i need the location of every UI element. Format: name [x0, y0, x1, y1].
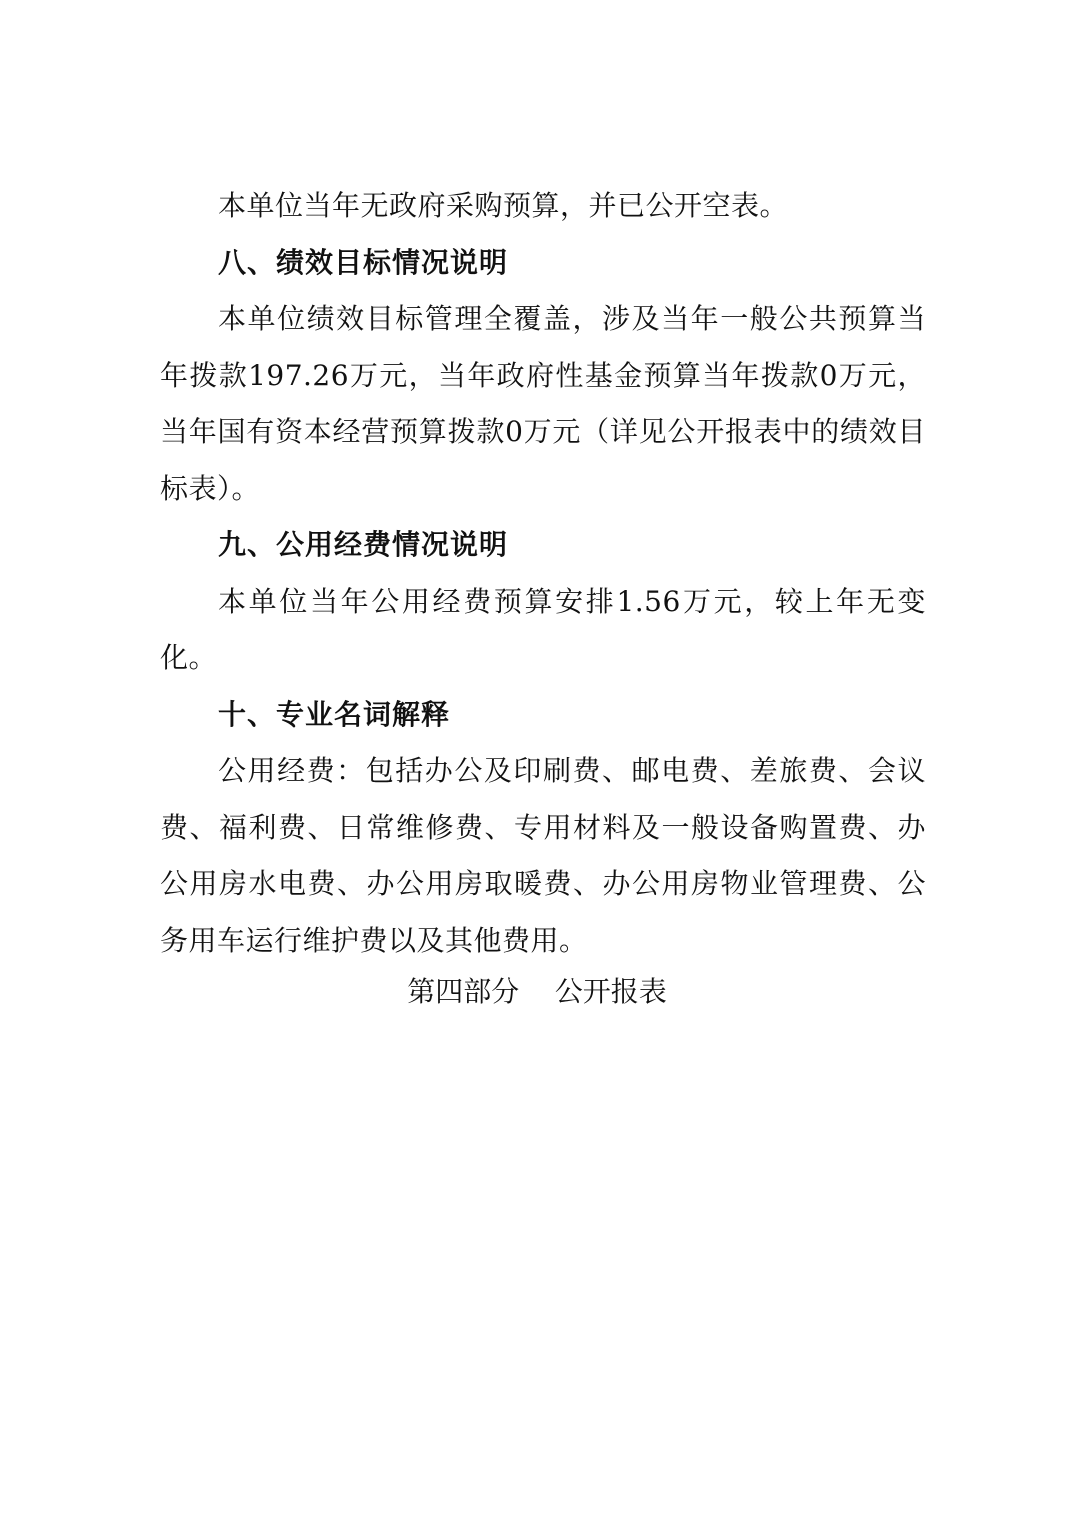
document-body — [160, 178, 926, 969]
glossary-body: 公用经费：包括办公及印刷费、邮电费、差旅费、会议费、福利费、日常维修费、专用材料及一般设备购置费、办公用房水电费、办公用房取暖费、办公用房物业管理费、公务用车运行维护费以及其他费用。 — [160, 754, 926, 957]
performance-body: 本单位绩效目标管理全覆盖，涉及当年一般公共预算当年拨款197.26万元，当年政府性基金预算当年拨款0万元，当年国有资本经营预算拨款0万元（详见公开报表中的绩效目标表）。 — [160, 302, 926, 505]
public-funds-body: 本单位当年公用经费预算安排1.56万元，较上年无变化。 — [160, 584, 926, 674]
glossary-heading: 十、专业名词解释 — [218, 697, 451, 731]
procurement-note: 本单位当年无政府采购预算，并已公开空表。 — [218, 189, 789, 222]
performance-heading: 八、绩效目标情况说明 — [218, 245, 509, 279]
public-funds-heading: 九、公用经费情况说明 — [218, 528, 509, 561]
part-title: 第四部分 公开报表 — [407, 975, 667, 1008]
